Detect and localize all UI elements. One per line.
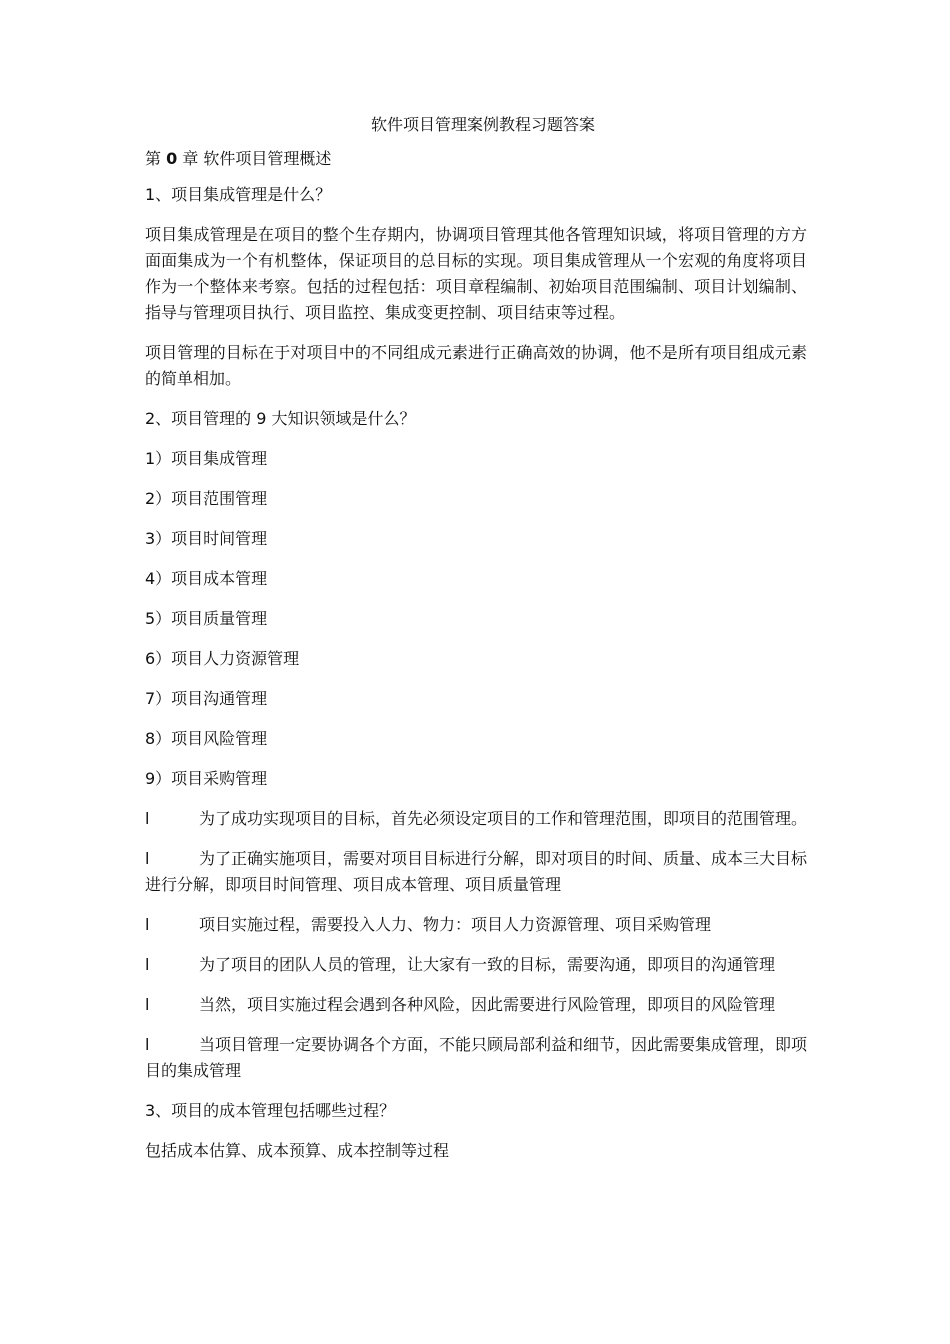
bullet-text: 为了成功实现项目的目标，首先必须设定项目的工作和管理范围，即项目的范围管理。	[199, 809, 808, 828]
bullet-text: 为了正确实施项目，需要对项目目标进行分解，即对项目的时间、质量、成本三大目标进行分解，即项目时间管理、项目成本管理、项目质量管理	[145, 849, 808, 894]
knowledge-area-item: 9）项目采购管理	[145, 769, 268, 788]
knowledge-area-item: 3）项目时间管理	[145, 529, 268, 548]
question-2: 2、项目管理的 9 大知识领域是什么？	[145, 409, 416, 428]
bullet-mark: l	[145, 1035, 150, 1054]
bullet-paragraph	[145, 992, 807, 1018]
bullet-text: 当项目管理一定要协调各个方面，不能只顾局部利益和细节，因此需要集成管理，即项目的集成管理	[145, 1035, 808, 1080]
question-1-paragraph: 项目集成管理是在项目的整个生存期内，协调项目管理其他各管理知识域，将项目管理的方方面面集成为一个有机整体，保证项目的总目标的实现。项目集成管理从一个宏观的角度将项目作为一个整体来考察。包括的过程包括：项目章程编制、初始项目范围编制、项目计划编制、指导与管理项目执行、项目监控、集成变更控制、项目结束等过程。	[145, 225, 807, 322]
bullet-mark: l	[145, 995, 150, 1014]
question-1-paragraph: 项目管理的目标在于对项目中的不同组成元素进行正确高效的协调，他不是所有项目组成元素的简单相加。	[145, 343, 807, 388]
question-1: 1、项目集成管理是什么？	[145, 185, 332, 204]
knowledge-area-item: 8）项目风险管理	[145, 729, 268, 748]
bullet-paragraph	[145, 1032, 807, 1084]
bullet-paragraph	[145, 912, 807, 938]
bullet-text: 当然，项目实施过程会遇到各种风险，因此需要进行风险管理，即项目的风险管理	[199, 995, 776, 1014]
chapter-title: 章 软件项目管理概述	[177, 149, 332, 168]
knowledge-area-item: 5）项目质量管理	[145, 609, 268, 628]
question-3-answer: 包括成本估算、成本预算、成本控制等过程	[145, 1141, 450, 1160]
bullet-mark: l	[145, 849, 150, 868]
chapter-prefix: 第	[145, 149, 167, 168]
chapter-number: 0	[166, 149, 178, 168]
bullet-mark: l	[145, 955, 150, 974]
bullet-paragraph	[145, 952, 807, 978]
bullet-mark: l	[145, 915, 150, 934]
chapter-heading	[145, 146, 807, 172]
document-body	[145, 112, 807, 1178]
knowledge-area-item: 2）项目范围管理	[145, 489, 268, 508]
knowledge-area-item: 7）项目沟通管理	[145, 689, 268, 708]
knowledge-area-item: 4）项目成本管理	[145, 569, 268, 588]
knowledge-area-item: 6）项目人力资源管理	[145, 649, 300, 668]
bullet-text: 为了项目的团队人员的管理，让大家有一致的目标，需要沟通，即项目的沟通管理	[199, 955, 776, 974]
knowledge-area-item: 1）项目集成管理	[145, 449, 268, 468]
bullet-mark: l	[145, 809, 150, 828]
bullet-paragraph	[145, 846, 807, 898]
bullet-text: 项目实施过程，需要投入人力、物力：项目人力资源管理、项目采购管理	[199, 915, 712, 934]
document-title: 软件项目管理案例教程习题答案	[370, 115, 595, 134]
bullet-paragraph	[145, 806, 807, 832]
question-3: 3、项目的成本管理包括哪些过程？	[145, 1101, 396, 1120]
